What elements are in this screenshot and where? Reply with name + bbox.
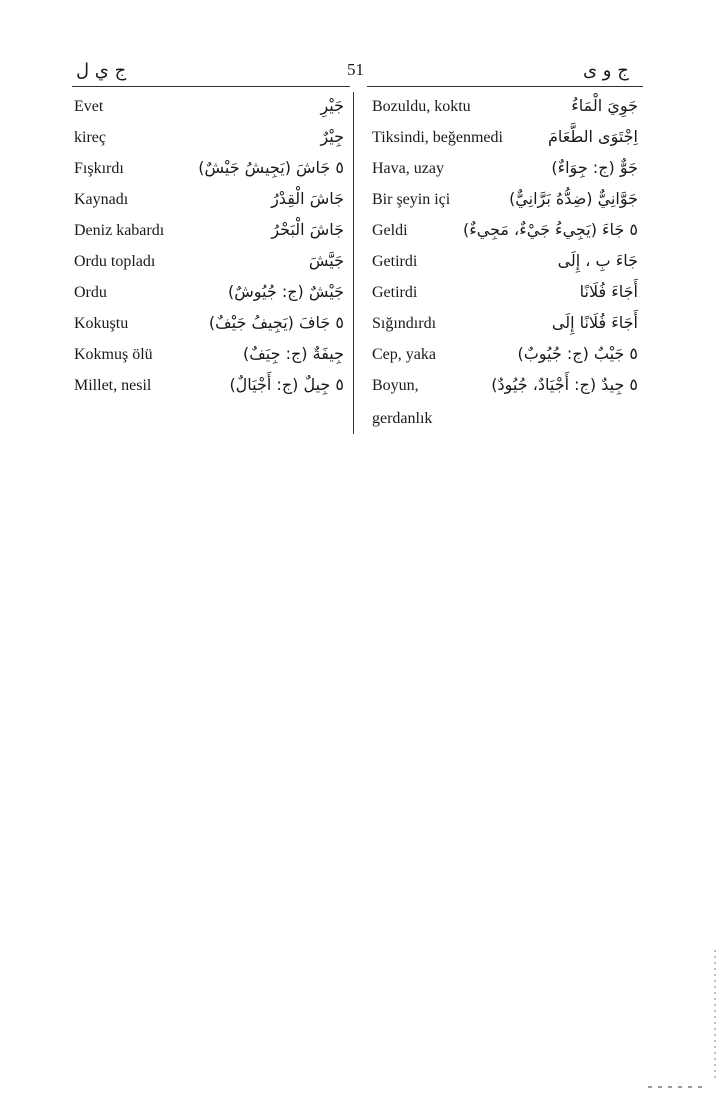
- turkish-meaning: Kaynadı: [74, 191, 129, 208]
- arabic-headword: اِجْتَوَى الطَّعَامَ: [548, 127, 638, 146]
- entry: [370, 313, 642, 339]
- arabic-headword: ٥ جَيْبٌ (ج: جُيُوبٌ): [517, 344, 638, 363]
- arabic-headword: ٥ جَاشَ (يَجِيشُ جَيْشٌ): [198, 158, 344, 177]
- turkish-meaning: Getirdi: [372, 284, 418, 301]
- turkish-meaning: Sığındırdı: [372, 315, 437, 332]
- entry: [370, 251, 642, 277]
- entry: [72, 220, 350, 246]
- turkish-meaning: Kokmuş ölü: [74, 346, 153, 363]
- entry: [370, 96, 642, 122]
- entry: [370, 189, 642, 215]
- entry: [370, 127, 642, 153]
- entry: [370, 344, 642, 370]
- entry: [72, 375, 350, 401]
- entry-continuation: [370, 408, 642, 434]
- turkish-meaning: Ordu: [74, 284, 107, 301]
- arabic-headword: جَاءَ بِ ، إِلَى: [557, 251, 638, 270]
- turkish-meaning: Boyun,: [372, 377, 419, 394]
- arabic-headword: جَاشَ الْقِدْرُ: [271, 189, 344, 208]
- entry: [72, 189, 350, 215]
- entry: [72, 344, 350, 370]
- arabic-headword: أَجَاءَ فُلَانًا: [579, 282, 638, 301]
- arabic-headword: ٥ جَاءَ (يَجِيءُ جَيْءٌ، مَجِيءٌ): [462, 220, 638, 239]
- arabic-headword: ٥ جِيلٌ (ج: أَجْيَالٌ): [229, 375, 344, 394]
- arabic-headword: جَيْرِ: [320, 96, 344, 115]
- turkish-meaning: Deniz kabardı: [74, 222, 165, 239]
- turkish-meaning: Hava, uzay: [372, 160, 444, 177]
- turkish-meaning: Kokuştu: [74, 315, 129, 332]
- turkish-meaning: gerdanlık: [372, 410, 433, 427]
- entry: [72, 251, 350, 277]
- entry: [370, 220, 642, 246]
- entry: [72, 282, 350, 308]
- entry: [72, 96, 350, 122]
- entry: [72, 127, 350, 153]
- arabic-headword: جَوَّانِيٌّ (ضِدُّهُ بَرَّانِيٌّ): [509, 189, 638, 208]
- header-rule-right: [367, 86, 643, 87]
- turkish-meaning: Getirdi: [372, 253, 418, 270]
- turkish-meaning: Bir şeyin içi: [372, 191, 451, 208]
- turkish-meaning: Cep, yaka: [372, 346, 436, 363]
- column-divider: [353, 92, 354, 434]
- arabic-headword: جِيْرٌ: [320, 127, 344, 146]
- header-rule-left: [72, 86, 350, 87]
- arabic-headword: أَجَاءَ فُلَانًا إِلَى: [551, 313, 638, 332]
- turkish-meaning: Geldi: [372, 222, 408, 239]
- arabic-headword: جَوٌّ (ج: جِوَاءٌ): [551, 158, 638, 177]
- entry: [370, 158, 642, 184]
- entry: [72, 158, 350, 184]
- page-number: 51: [347, 60, 364, 79]
- entry: [370, 375, 642, 401]
- entry: [370, 282, 642, 308]
- turkish-meaning: Fışkırdı: [74, 160, 124, 177]
- turkish-meaning: Bozuldu, koktu: [372, 98, 471, 115]
- turkish-meaning: Millet, nesil: [74, 377, 152, 394]
- arabic-headword: جَوِيَ الْمَاءُ: [571, 96, 638, 115]
- arabic-headword: جَيْشٌ (ج: جُيُوشٌ): [227, 282, 344, 301]
- header-right-letters: ج و ى: [583, 60, 629, 81]
- arabic-headword: جَاشَ الْبَحْرُ: [271, 220, 344, 239]
- turkish-meaning: kireç: [74, 129, 106, 146]
- scan-smudge: [648, 1086, 708, 1088]
- turkish-meaning: Tiksindi, beğenmedi: [372, 129, 503, 146]
- turkish-meaning: Ordu topladı: [74, 253, 156, 270]
- arabic-headword: جَيَّشَ: [308, 251, 344, 270]
- arabic-headword: ٥ جَافَ (يَجِيفُ جَيْفٌ): [208, 313, 344, 332]
- arabic-headword: جِيفَةٌ (ج: جِيَفٌ): [242, 344, 344, 363]
- arabic-headword: ٥ جِيدٌ (ج: أَجْيَادٌ، جُيُودٌ): [491, 375, 638, 394]
- turkish-meaning: Evet: [74, 98, 104, 115]
- scan-edge-marks: [714, 950, 716, 1080]
- entry: [72, 313, 350, 339]
- header-left-letters: ج ي ل: [76, 60, 127, 81]
